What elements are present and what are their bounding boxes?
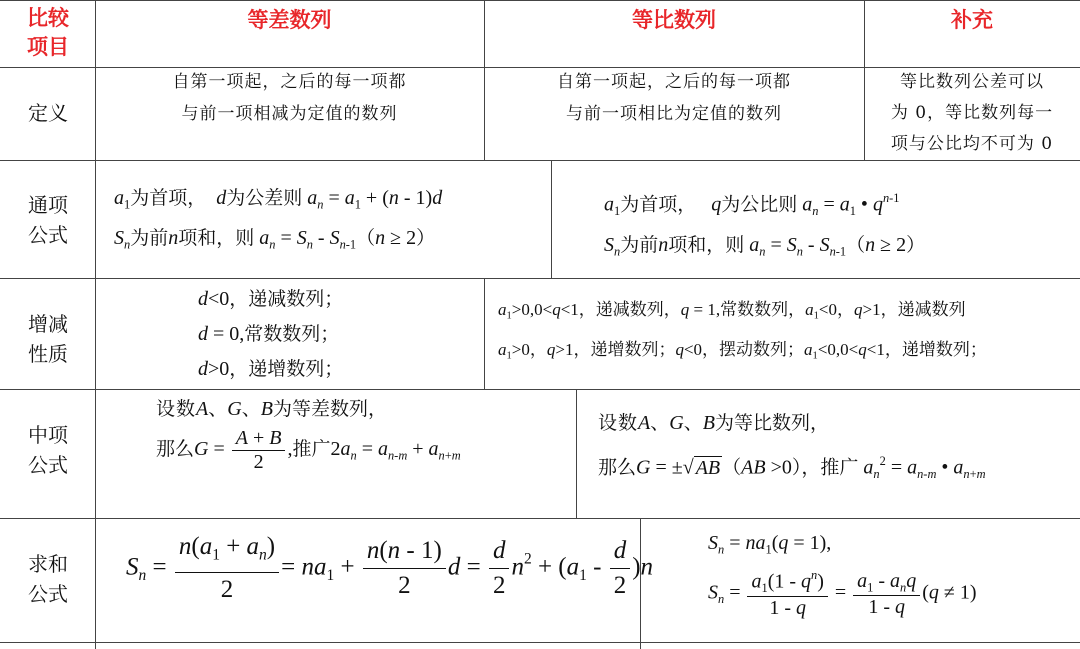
formula-line: d = 0,常数数列； xyxy=(198,323,340,345)
definition-arithmetic: 自第一项起，之后的每一项都 与前一项相减为定值的数列 xyxy=(172,72,407,124)
grid-line xyxy=(0,160,1080,161)
formula-line: $S_n$为前n项和，则 $a_n = S_n - S_{n-1}(n \ge 2)$ xyxy=(604,234,926,259)
grid-line xyxy=(0,278,1080,279)
definition-geometric: 自第一项起，之后的每一项都 与前一项相比为定值的数列 xyxy=(557,72,791,124)
formula-line: 那么G = ±√ AB （AB >0），推广 $a_n^2 = a_{n-m}$ • $a_{n+m}$ xyxy=(598,454,986,481)
row-label-monotonicity: 增减 性质 xyxy=(28,312,68,366)
formula-line: $a_1$为首项， q为公比则 $a_n = a_1$ • $q^{n-1}$ xyxy=(604,191,900,218)
formula-line: d>0，递增数列； xyxy=(198,358,344,380)
grid-line xyxy=(0,0,1080,1)
formula-line: $S_n$为前n项和，则 $a_n = S_n - S_{n-1}(n \ge 2)$ xyxy=(114,227,436,252)
fraction: $\frac{a_1(1 - q^n)}{1 - q}$ xyxy=(747,568,827,620)
formula-line: 设数A、G、B为等差数列， xyxy=(156,398,387,420)
header-arithmetic: 等差数列 xyxy=(247,8,332,32)
general-term-geometric xyxy=(604,181,925,268)
grid-line xyxy=(0,642,1080,643)
header-geometric: 等比数列 xyxy=(632,8,716,32)
fraction: $\frac{a_1 - a_nq}{1 - q}$ xyxy=(853,570,920,619)
formula-line: $a_1>0$，q>1，递增数列；q<0，摆动数列；$a_1<0,0<q<1$，递增数列； xyxy=(498,339,987,362)
grid-line xyxy=(0,518,1080,519)
row-label-middle-term: 中项 公式 xyxy=(28,423,68,477)
formula-line: $S_n$ = $\frac{a_1(1 - q^n)}{1 - q}$ = $\frac{a_1 - a_nq}{1 - q}$ (q ≠ 1) xyxy=(708,568,977,620)
middle-term-geometric xyxy=(598,404,986,493)
fraction: $\frac{n(a_1 + a_n)}{2}$ xyxy=(175,530,279,607)
sum-formula-geometric xyxy=(708,526,977,620)
monotonicity-geometric xyxy=(498,293,987,372)
grid-line xyxy=(551,160,552,278)
formula-line: $a_1$为首项， d为公差则 $a_n = a_1 + (n - 1)d$ xyxy=(114,187,443,212)
monotonicity-arithmetic xyxy=(198,282,343,387)
header-supplement: 补充 xyxy=(951,8,993,32)
middle-term-arithmetic xyxy=(156,393,461,474)
grid-line xyxy=(576,389,577,518)
corner-header: 比较 项目 xyxy=(27,6,69,59)
formula-line: 那么G = $\frac{A + B}{2}$ ,推广$2a_n = a_{n-m} + a_{n+m}$ xyxy=(156,427,461,473)
formula-line: $a_1>0,0<q<1$，递减数列，q = 1,常数数列，$a_1<0$，q>1，递减数列 xyxy=(498,300,966,322)
row-label-general-term: 通项 公式 xyxy=(28,193,68,247)
grid-line xyxy=(484,278,485,389)
sum-formula-arithmetic: $S_n$ = $\frac{n(a_1 + a_n)}{2}$ = $na_1$ + $\frac{n(n - 1)}{2}$ d = $\frac{d}{2}$ $n^2 + (a_1$ - $\frac{d}{2}$ )n xyxy=(126,530,653,607)
fraction: $\frac{d}{2}$ xyxy=(489,534,510,603)
definition-supplement: 等比数列公差可以 为 0，等比数列每一 项与公比均不可为 0 xyxy=(890,72,1054,154)
formula-line: d<0，递减数列； xyxy=(198,288,344,310)
grid-line xyxy=(0,389,1080,390)
general-term-arithmetic xyxy=(114,181,442,262)
fraction: $\frac{n(n - 1)}{2}$ xyxy=(363,534,446,603)
formula-line: 设数A、G、B为等比数列， xyxy=(598,412,829,434)
fraction: $\frac{A + B}{2}$ xyxy=(232,427,286,474)
row-label-definition: 定义 xyxy=(28,101,68,125)
row-label-sum: 求和 公式 xyxy=(28,552,68,606)
fraction: $\frac{d}{2}$ xyxy=(610,534,631,603)
formula-line: $S_n = na_1(q = 1)$, xyxy=(708,532,832,557)
